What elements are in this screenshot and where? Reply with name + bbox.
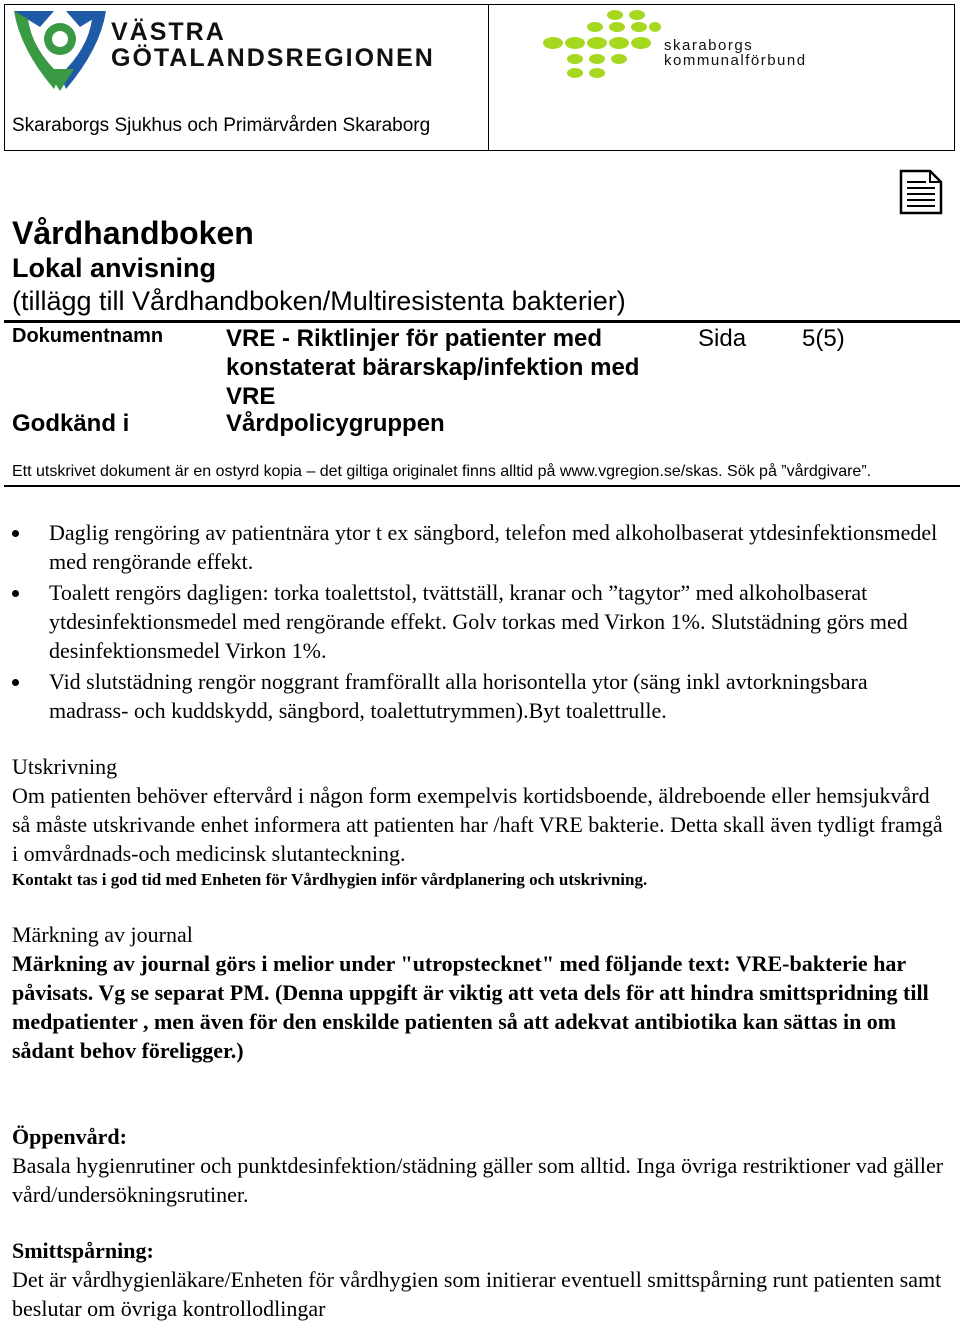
section-journal (12, 920, 952, 1065)
section-oppenvard (12, 1122, 952, 1209)
section-contact-note: Kontakt tas i god tid med Enheten för Vårdhygien inför vårdplanering och utskrivning. (12, 870, 648, 889)
approved-value: Vårdpolicygruppen (226, 410, 445, 437)
doc-name-label: Dokumentnamn (12, 325, 164, 347)
page-label: Sida (698, 325, 747, 352)
section-utskrivning (12, 752, 952, 892)
section-heading: Utskrivning (12, 754, 118, 779)
org-name-line1: VÄSTRA (111, 18, 226, 46)
bullet-icon (12, 590, 19, 597)
org-subtitle: Skaraborgs Sjukhus och Primärvården Skaraborg (12, 115, 431, 136)
section-text: Märkning av journal görs i melior under "utropstecknet" med följande text: VRE-bakterie har påvisats. Vg se separat PM. (Denna uppgift är viktig att veta dels för att hindra smittspridning till medpatienter , men även för den enskilde patienten så att adekvat antibiotika kan sättas in om sådant behov föreligger.) (12, 951, 929, 1063)
org-name-line2: GÖTALANDSREGIONEN (111, 44, 435, 72)
partner-name-line2: kommunalförbund (664, 52, 807, 69)
list-item (12, 667, 952, 725)
approved-label: Godkänd i (12, 410, 130, 437)
document-icon (898, 168, 944, 216)
divider (4, 320, 960, 323)
page-subtitle-secondary: (tillägg till Vårdhandboken/Multiresistenta bakterier) (12, 286, 626, 316)
page-subtitle: Lokal anvisning (12, 253, 217, 283)
section-text: Om patienten behöver eftervård i någon form exempelvis kortidsboende, äldreboende eller hemsjukvård så måste utskrivande enhet informera att patienten har /haft VRE bakterie. Detta skall även tydligt framgå i omvårdnads-och medicinsk slutanteckning. (12, 783, 943, 866)
skkf-logo-icon (541, 7, 661, 85)
list-item-text: Vid slutstädning rengör noggrant framförallt alla horisontella ytor (säng inkl avtorkningsbara madrass- och kuddskydd, sängbord, toalettutrymmen).Byt toalettrulle. (49, 669, 868, 723)
list-item-text: Daglig rengöring av patientnära ytor t ex sängbord, telefon med alkoholbaserat ytdesinfektionsmedel med rengörande effekt. (49, 520, 938, 574)
section-text: Basala hygienrutiner och punktdesinfektion/städning gäller som alltid. Inga övriga restriktioner vad gäller vård/undersökningsrutiner. (12, 1153, 944, 1207)
section-smittsparning (12, 1236, 952, 1323)
bullet-icon (12, 530, 19, 537)
page-number: 5(5) (802, 325, 845, 352)
copy-notice: Ett utskrivet dokument är en ostyrd kopia – det giltiga originalet finns alltid på www.vgregion.se/skas. Sök på ”vårdgivare”. (12, 463, 872, 480)
list-item-text: Toalett rengörs dagligen: torka toalettstol, tvättställ, kranar och ”tagytor” med alkoholbaserat ytdesinfektionsmedel med rengörande effekt. Golv torkas med Virkon 1%. Slutstädning görs med desinfektionsmedel Virkon 1%. (49, 580, 908, 663)
section-heading: Märkning av journal (12, 922, 193, 947)
org-name (111, 19, 435, 71)
page-title: Vårdhandboken (12, 215, 254, 251)
section-text: Det är vårdhygienläkare/Enheten för vårdhygien som initierar eventuell smittspårning runt patienten samt beslutar om övriga kontrollodlingar (12, 1267, 942, 1321)
doc-name-value: VRE - Riktlinjer för patienter med konstaterat bärarskap/infektion med VRE (226, 325, 640, 410)
partner-name (664, 38, 807, 68)
bullet-icon (12, 679, 19, 686)
document-header (4, 4, 955, 151)
partner-name-line1: skaraborgs (664, 37, 754, 54)
section-heading: Öppenvård: (12, 1124, 127, 1149)
section-heading: Smittspårning: (12, 1238, 154, 1263)
cleaning-list (12, 518, 952, 727)
list-item (12, 518, 952, 576)
list-item (12, 578, 952, 665)
divider (4, 485, 960, 487)
vgr-logo-icon (10, 5, 110, 93)
header-divider (488, 5, 489, 150)
